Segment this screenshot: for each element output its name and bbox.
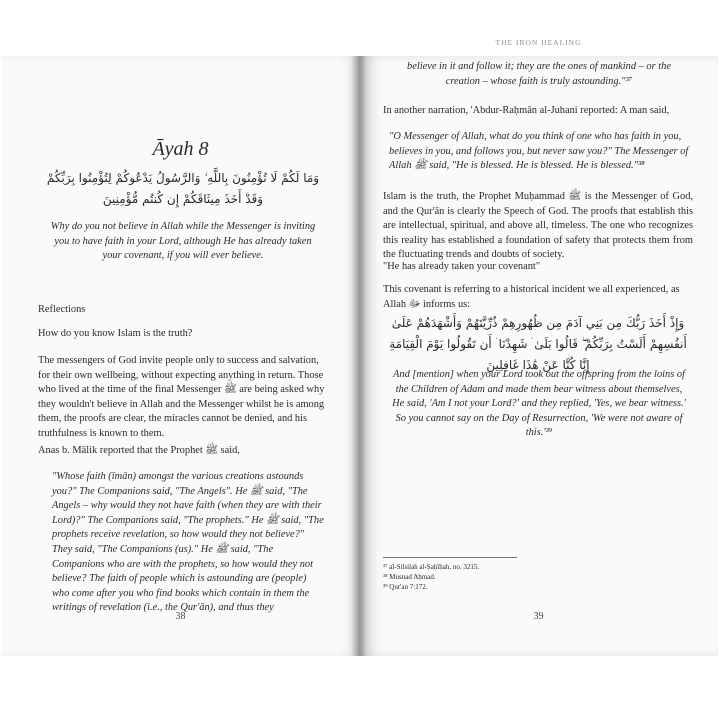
question-text: How do you know Islam is the truth? [38,328,193,339]
hadith-continuation: believe in it and follow it; they are the ones of mankind – or the creation – whose faith is truly astounding."³⁷ [407,61,671,87]
reflections-label: Reflections [38,304,86,315]
book-spread [2,38,718,656]
body-paragraph-1: The messengers of God invite people only to success and salvation, for their own wellbeing, without expecting anything in return. Those who lived at the time of the final Messenger ﷺ are being asked why they wouldn't believe in Allah and the Messenger whilst he is among them, the proofs are clear, the miracles cannot be denied, and his truthfulness is known to them. [38,355,325,439]
footnote-3: ³⁹ Qur'an 7:172. [383,583,428,591]
right-page [359,38,718,656]
footnote-2: ³⁸ Musnad Aḥmad. [383,573,436,581]
section-subheading: "He has already taken your covenant" [383,261,541,272]
verse-translation-2: And [mention] when your Lord took out the offspring from the loins of the Children of Adam and made them bear witness about themselves, He said, 'Am I not your Lord?' and they replied, 'Yes, we bear witness.' So you cannot say on the Day of Resurrection, 'We were not aware of this.'³⁹ [392,369,686,439]
body-paragraph-2: Anas b. Mālik reported that the Prophet ﷺ said, [38,445,240,456]
left-page [2,56,359,656]
page-number: 38 [175,611,186,622]
page-number: 39 [533,611,544,622]
running-header: THE IRON HEALING [495,38,582,47]
narration-quote: "O Messenger of Allah, what do you think of one who has faith in you, believes in you, and follows you, but never saw you?" The Messenger of Allah ﷺ said, "He is blessed. He is blessed. He is blessed."³⁸ [389,131,689,172]
hadith-quote: "Whose faith (īmān) amongst the various creations astounds you?" The Companions said, "The Angels". He ﷺ said, "The Angels – why would they not have faith (when they are with their Lord)?" The Companions said, "The prophets." He ﷺ said, "The prophets receive revelation, so how would they not believe?" They said, "The Companions (us)." He ﷺ said, "The Companions who are with the prophets, so how would they not believe? The faith of people which is astounding are (people) who come after you who find books which contain in them the writings of revelation (i.e., the Qur'ān), and thus they [52,471,324,614]
verse-translation: Why do you not believe in Allah while the Messenger is inviting you to have faith in your Lord, although He has already taken your covenant, if you will ever believe. [50,221,316,262]
footnote-1: ³⁷ al-Silsilah al-Ṣaḥīḥah, no. 3215. [383,563,480,571]
arabic-verse: وَمَا لَكُمْ لَا تُؤْمِنُونَ بِاللَّهِ ۙ وَالرَّسُولُ يَدْعُوكُمْ لِتُؤْمِنُوا بِرَبِّكُمْ وَقَدْ أَخَذَ مِيثَاقَكُمْ إِن كُنتُم مُّؤْمِنِينَ [46,171,320,206]
book-gutter [351,56,365,656]
body-paragraph-3: Islam is the truth, the Prophet Muḥammad ﷺ is the Messenger of God, and the Qur'ān is clearly the Speech of God. The proofs that establish this are intellectual, spiritual, and above all, timeless. The one who recognizes this reality has established a foundation of safety that protects them from the fluctuating trends and doubts of society. [383,191,693,261]
arabic-verse-2: وَإِذْ أَخَذَ رَبُّكَ مِن بَنِي آدَمَ مِن ظُهُورِهِمْ ذُرِّيَّتَهُمْ وَأَشْهَدَهُمْ عَلَىٰ أَنفُسِهِمْ أَلَسْتُ بِرَبِّكُمْ ۖ قَالُوا بَلَىٰ ۛ شَهِدْنَا ۛ أَن تَقُولُوا يَوْمَ الْقِيَامَةِ إِنَّا كُنَّا عَنْ هَٰذَا غَافِلِينَ [389,316,687,372]
body-paragraph-4: This covenant is referring to a historical incident we all experienced, as Allah ﷻ informs us: [383,284,680,310]
footnote-rule [383,557,517,558]
ayah-heading: Āyah 8 [152,138,209,160]
narration-intro: In another narration, 'Abdur-Raḥmān al-Juhani reported: A man said, [383,105,670,116]
